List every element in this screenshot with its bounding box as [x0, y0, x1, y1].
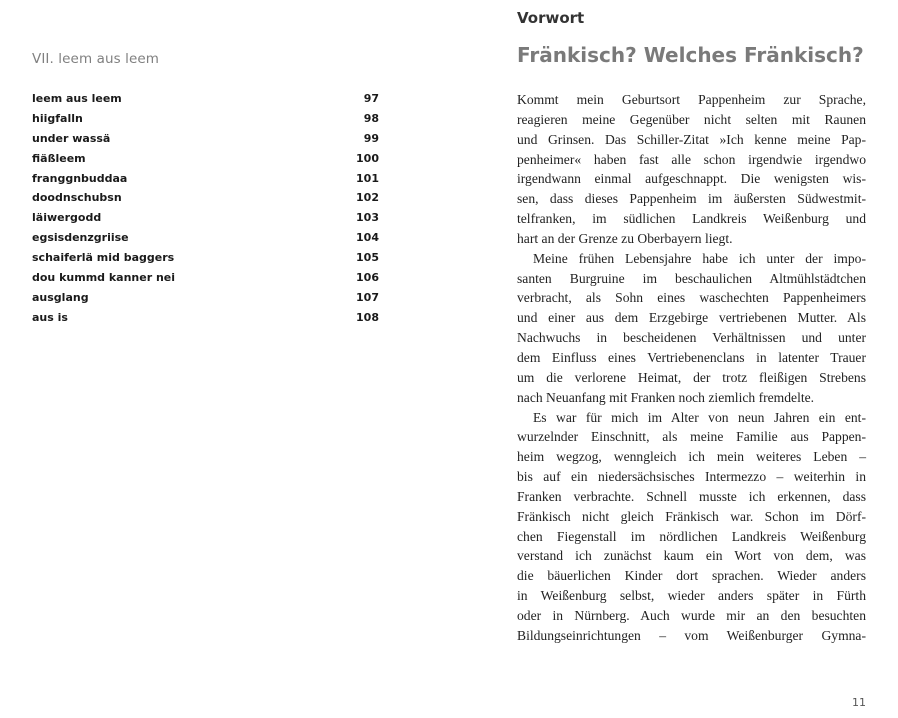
text-line: nach Neuanfang mit Franken noch ziemlich fremdelte. [517, 389, 815, 405]
section-title: VII. leem aus leem [32, 51, 160, 67]
toc-entry [32, 92, 379, 112]
toc-entry-page: 106 [356, 271, 379, 285]
toc-entry-title: franggnbuddaa [32, 171, 128, 185]
text-line: Meine frühen Lebensjahre habe ich unter der impo- [533, 250, 866, 266]
chapter-title: Fränkisch? Welches Fränkisch? [517, 43, 864, 67]
text-line: hart an der Grenze zu Oberbayern liegt. [517, 230, 733, 246]
text-line: in Weißenburg selbst, wieder anders später in Fürth [517, 588, 866, 604]
toc-entry-page: 104 [356, 231, 379, 245]
right-page [449, 0, 898, 718]
text-line: bis auf ein niedersächsisches Intermezzo – weiterhin in [517, 469, 866, 485]
text-line: verbracht, als Sohn eines waschechten Pappenheimers [517, 290, 866, 306]
toc-entry-page: 103 [356, 211, 379, 225]
toc-entry-title: leem aus leem [32, 92, 122, 105]
toc-entry [32, 211, 379, 231]
text-line: telfranken, im südlichen Landkreis Weißenburg und [517, 211, 866, 227]
toc-entry-page: 98 [363, 111, 379, 125]
page-number: 11 [852, 696, 866, 709]
text-line: und Grinsen. Das Schiller-Zitat »Ich kenne meine Pap- [517, 131, 866, 147]
toc-entry [32, 112, 379, 132]
toc-entry [32, 291, 379, 311]
text-line: Kommt mein Geburtsort Pappenheim zur Sprache, [517, 92, 866, 107]
toc-entry-page: 107 [356, 290, 379, 304]
text-line: Nachwuchs in bescheidenen Verhältnissen und unter [517, 330, 866, 346]
toc-entry-page: 99 [363, 131, 379, 145]
text-line: irgendwann einmal aufgeschnappt. Die wenigsten wis- [517, 171, 866, 187]
text-line: um die verlorene Heimat, der trotz fleißigen Strebens [517, 369, 866, 385]
toc-entry-title: ausglang [32, 290, 89, 304]
text-line: penheimer« haben fast alle schon irgendwie irgendwo [517, 151, 866, 167]
toc-entry [32, 251, 379, 271]
text-line: Fränkisch nicht gleich Fränkisch war. Schon im Dörf- [517, 508, 866, 524]
toc-entry-title: schaiferlä mid baggers [32, 251, 175, 265]
text-line: und einer aus dem Erzgebirge vertriebenen Mutter. Als [517, 310, 866, 326]
toc-entry-title: doodnschubsn [32, 191, 122, 205]
text-line: chen Fiegenstall im nördlichen Landkreis Weißenburg [517, 528, 866, 544]
toc-entry [32, 132, 379, 152]
toc-entry-page: 105 [356, 251, 379, 265]
toc-entry-title: under wassä [32, 131, 111, 145]
toc-entry [32, 311, 379, 331]
text-line: heim wegzog, wenngleich ich mein weiteres Leben – [517, 449, 866, 465]
text-line: dem Einfluss eines Vertriebenenclans in latenter Trauer [517, 349, 866, 365]
text-line: oder in Nürnberg. Auch wurde mir an den besuchten [517, 607, 866, 623]
text-line: wurzelnder Einschnitt, als meine Familie aus Pappen- [517, 429, 866, 445]
toc-entry [32, 152, 379, 172]
text-line: Franken verbrachte. Schnell musste ich erkennen, dass [517, 488, 866, 504]
text-line: santen Burgruine im beschaulichen Altmühlstädtchen [517, 270, 866, 286]
text-line: Bildungseinrichtungen – vom Weißenburger Gymna- [517, 627, 866, 643]
text-line: verstand ich zunächst kaum ein Wort von dem, was [517, 548, 866, 564]
text-line: die bäuerlichen Kinder dort sprachen. Wieder anders [517, 568, 866, 584]
toc-entry-title: hiigfalln [32, 111, 83, 125]
toc-entry-page: 97 [363, 92, 379, 105]
chapter-label: Vorwort [517, 9, 585, 27]
text-line: Es war für mich im Alter von neun Jahren ein ent- [533, 409, 866, 425]
toc-entry-title: dou kummd kanner nei [32, 271, 176, 285]
toc-entry-page: 108 [356, 310, 379, 324]
toc-entry-title: läiwergodd [32, 211, 102, 225]
body-text [517, 90, 866, 646]
text-line: sen, dass dieses Pappenheim im äußersten Südwestmit- [517, 191, 866, 207]
toc-entry [32, 231, 379, 251]
toc-entry-page: 101 [356, 171, 379, 185]
toc-entry-title: aus is [32, 310, 68, 324]
text-line: reagieren meine Gegenüber nicht selten mit Raunen [517, 111, 866, 127]
table-of-contents [32, 92, 379, 331]
toc-entry-title: egsisdenzgriise [32, 231, 129, 245]
toc-entry-page: 100 [356, 151, 379, 165]
toc-entry [32, 172, 379, 192]
toc-entry [32, 271, 379, 291]
toc-entry-page: 102 [356, 191, 379, 205]
toc-entry [32, 191, 379, 211]
toc-entry-title: fiäßleem [32, 151, 86, 165]
